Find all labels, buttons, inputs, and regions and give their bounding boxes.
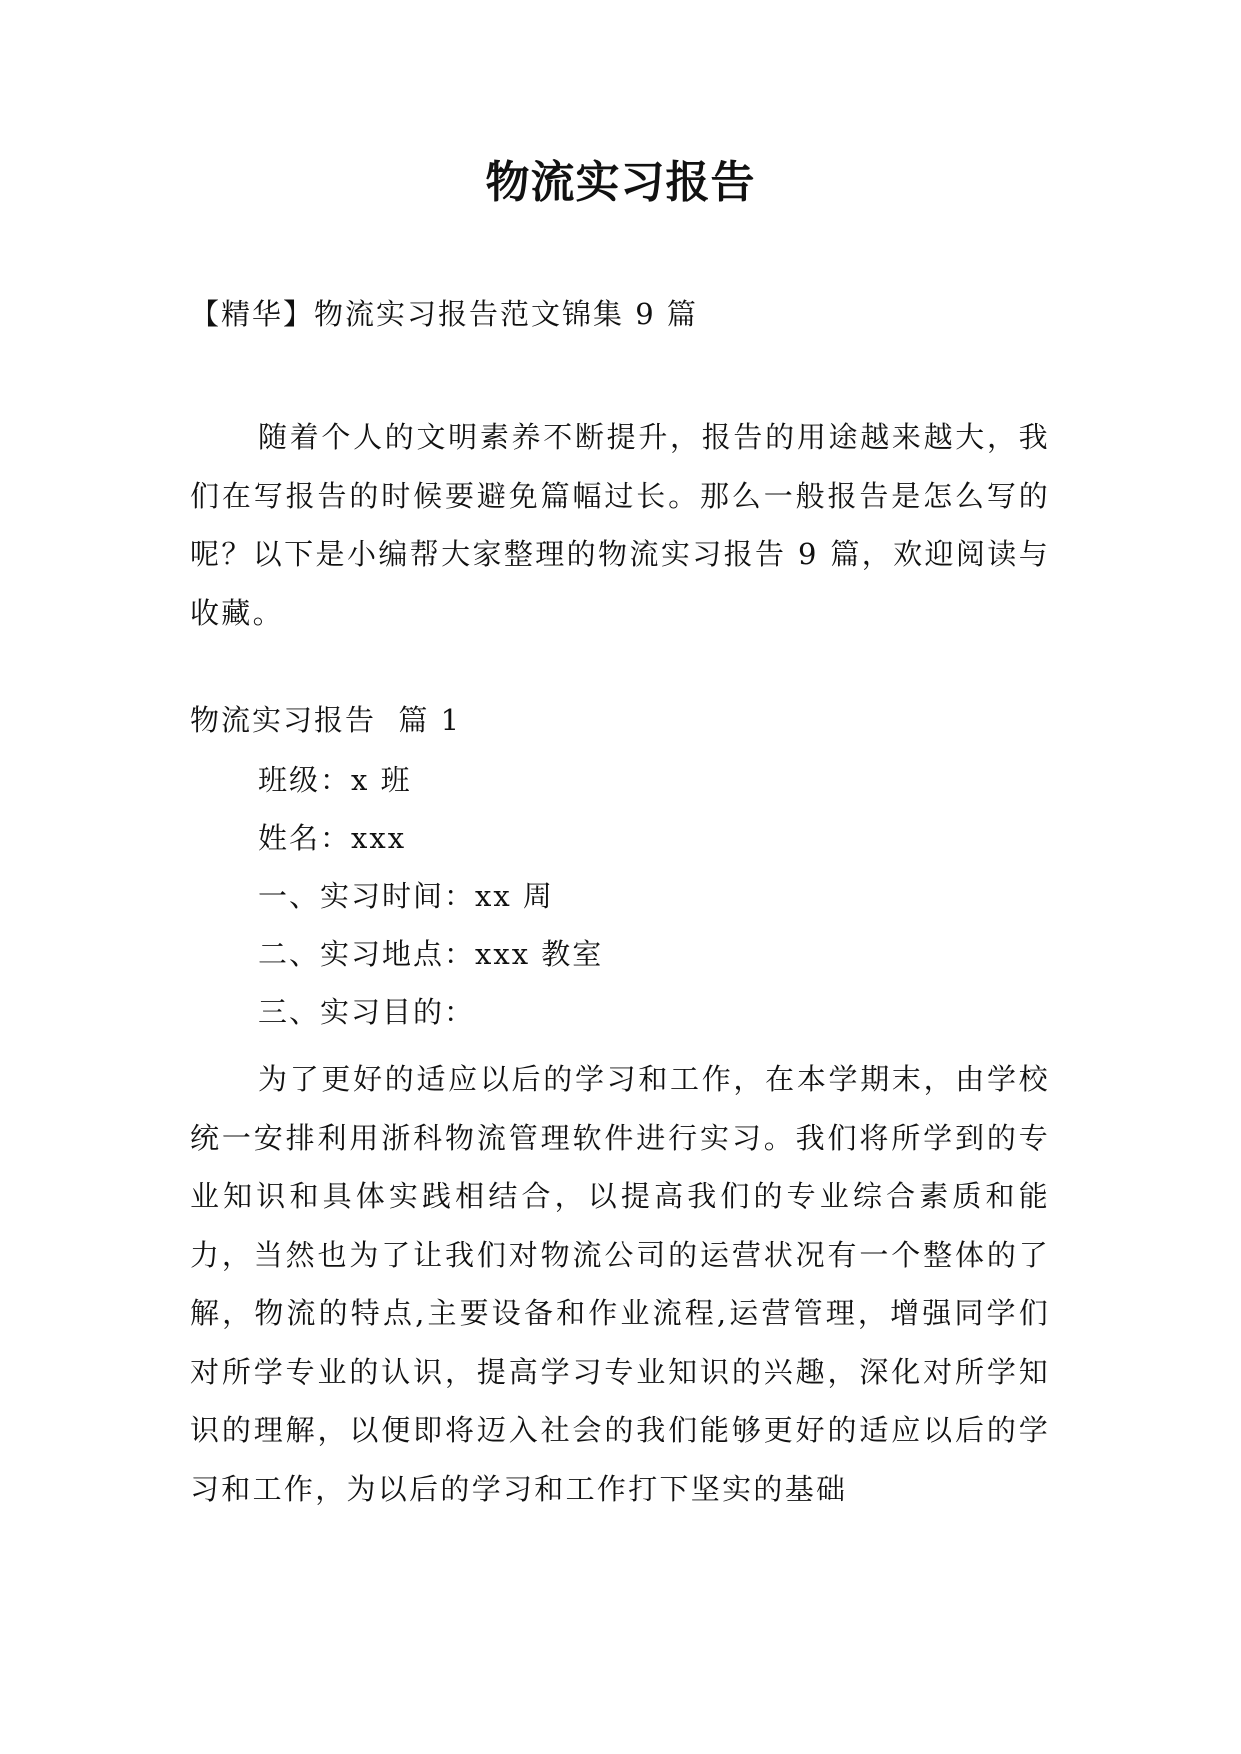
internship-place-field: 二、实习地点：xxx 教室 bbox=[258, 937, 604, 971]
name-field: 姓名：xxx bbox=[258, 821, 407, 855]
document-subtitle: 【精华】物流实习报告范文锦集 9 篇 bbox=[190, 297, 698, 331]
document-title: 物流实习报告 bbox=[485, 157, 756, 208]
intro-paragraph: 随着个人的文明素养不断提升，报告的用途越来越大，我们在写报告的时候要避免篇幅过长。那么一般报告是怎么写的呢？以下是小编帮大家整理的物流实习报告 9 篇，欢迎阅读与收藏。 bbox=[190, 420, 1050, 630]
purpose-paragraph: 为了更好的适应以后的学习和工作，在本学期末，由学校统一安排利用浙科物流管理软件进行实习。我们将所学到的专业知识和具体实践相结合，以提高我们的专业综合素质和能力，当然也为了让我们对物流公司的运营状况有一个整体的了解，物流的特点,主要设备和作业流程,运营管理，增强同学们对所学专业的认识，提高学习专业知识的兴趣，深化对所学知识的理解，以便即将迈入社会的我们能够更好的适应以后的学习和工作，为以后的学习和工作打下坚实的基础 bbox=[190, 1062, 1050, 1506]
class-field: 班级：x 班 bbox=[258, 763, 412, 797]
internship-goal-heading: 三、实习目的： bbox=[258, 995, 476, 1029]
section-heading: 物流实习报告 篇 1 bbox=[190, 703, 462, 737]
internship-time-field: 一、实习时间：xx 周 bbox=[258, 879, 554, 913]
